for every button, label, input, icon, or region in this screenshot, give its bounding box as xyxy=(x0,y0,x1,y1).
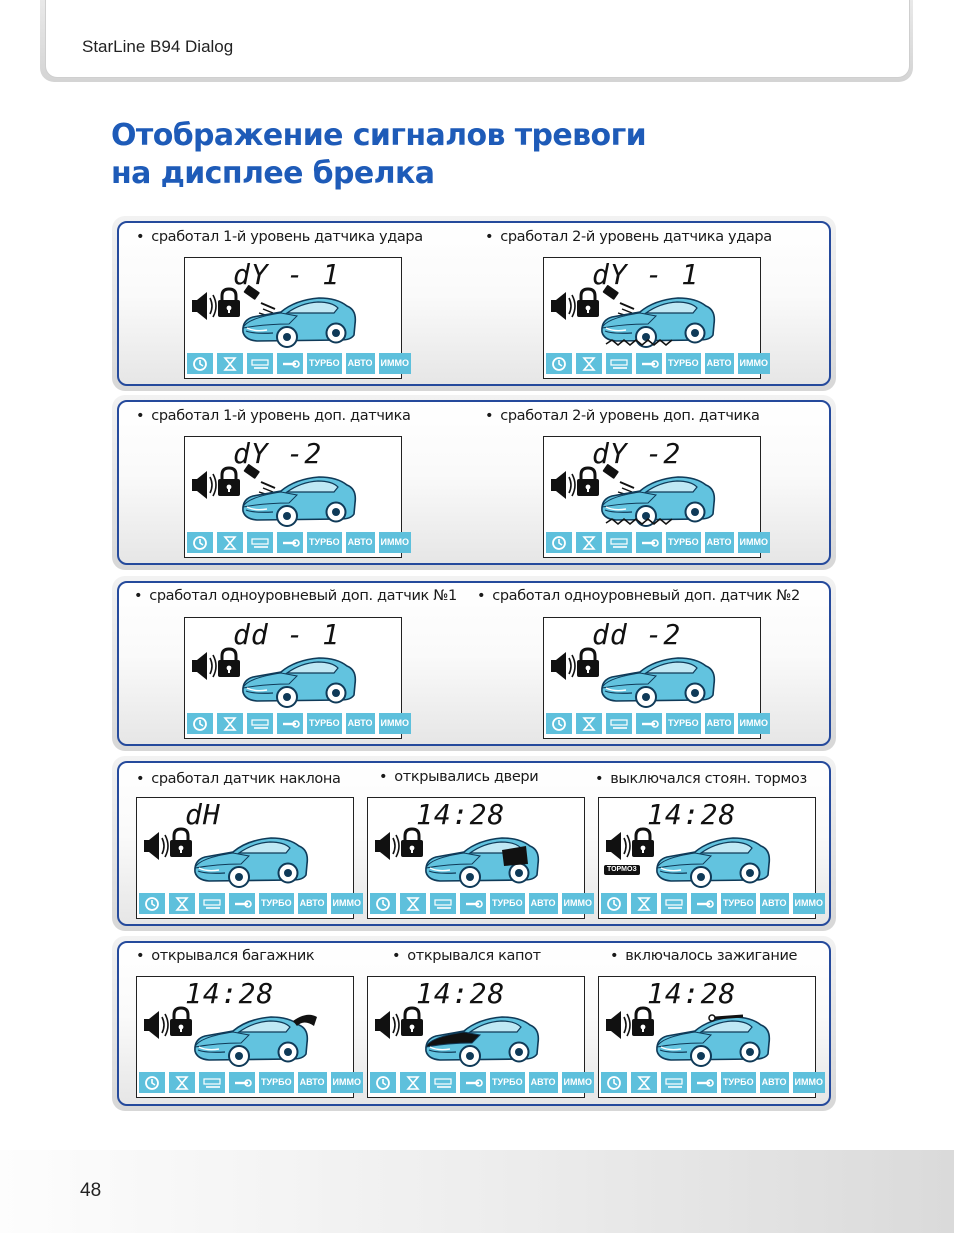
auto-indicator: АВТО xyxy=(529,893,558,914)
parking-brake-indicator: ТОРМОЗ xyxy=(604,865,640,875)
lock-icon xyxy=(577,468,599,496)
page-number: 48 xyxy=(80,1180,102,1201)
panel-inner xyxy=(117,400,831,565)
immo-indicator: ИММО xyxy=(379,353,411,374)
car-icon xyxy=(243,658,355,707)
hourglass-icon xyxy=(576,353,602,374)
panel-extra-sensor xyxy=(112,395,836,570)
wrench-icon xyxy=(691,1072,717,1093)
auto-indicator: АВТО xyxy=(705,713,734,734)
lock-icon xyxy=(401,1008,423,1036)
wrench-icon xyxy=(636,353,662,374)
lcd-display xyxy=(367,797,592,919)
status-icon-bar xyxy=(601,1072,823,1094)
timer-icon xyxy=(601,1072,627,1093)
thermometer-icon xyxy=(199,893,225,914)
turbo-indicator: ТУРБО xyxy=(259,1072,294,1093)
lcd-digits: 14:28 xyxy=(647,977,737,1010)
siren-icon xyxy=(192,471,216,499)
brand-name: StarLine B94 Dialog xyxy=(82,37,234,56)
timer-icon xyxy=(546,353,572,374)
siren-icon xyxy=(606,1011,630,1039)
turbo-indicator: ТУРБО xyxy=(666,532,701,553)
siren-icon xyxy=(192,652,216,680)
turbo-indicator: ТУРБО xyxy=(307,353,342,374)
wrench-icon xyxy=(636,532,662,553)
thermometer-icon xyxy=(247,353,273,374)
hourglass-icon xyxy=(400,893,426,914)
turbo-indicator: ТУРБО xyxy=(721,1072,756,1093)
turbo-indicator: ТУРБО xyxy=(307,532,342,553)
siren-icon xyxy=(144,832,168,860)
lcd-digits: dY -2 xyxy=(233,437,323,470)
lcd-digits: 14:28 xyxy=(416,798,506,831)
hourglass-icon xyxy=(576,713,602,734)
turbo-indicator: ТУРБО xyxy=(490,1072,525,1093)
lcd-display xyxy=(543,436,768,558)
caption: • включалось зажигание xyxy=(610,948,798,964)
immo-indicator: ИММО xyxy=(738,713,770,734)
auto-indicator: АВТО xyxy=(760,893,789,914)
caption: • сработал одноуровневый доп. датчик №2 xyxy=(477,588,800,604)
turbo-indicator: ТУРБО xyxy=(259,893,294,914)
turbo-indicator: ТУРБО xyxy=(666,353,701,374)
auto-indicator: АВТО xyxy=(298,893,327,914)
auto-indicator: АВТО xyxy=(705,353,734,374)
hourglass-icon xyxy=(400,1072,426,1093)
immo-indicator: ИММО xyxy=(379,713,411,734)
car-icon xyxy=(195,838,307,887)
status-icon-bar xyxy=(187,353,409,375)
siren-icon xyxy=(551,471,575,499)
lcd-digits: 14:28 xyxy=(416,977,506,1010)
timer-icon xyxy=(187,713,213,734)
timer-icon xyxy=(370,893,396,914)
lcd-display xyxy=(598,797,823,919)
thermometer-icon xyxy=(247,713,273,734)
car-icon xyxy=(657,1017,769,1066)
caption: • открывались двери xyxy=(379,769,539,785)
caption: • сработал датчик наклона xyxy=(136,771,341,787)
car-icon xyxy=(243,298,355,347)
status-icon-bar xyxy=(370,1072,592,1094)
hourglass-icon xyxy=(169,1072,195,1093)
open-trunk-icon xyxy=(293,1015,317,1026)
lock-icon xyxy=(577,649,599,677)
thermometer-icon xyxy=(606,353,632,374)
caption: • выключался стоян. тормоз xyxy=(595,771,807,787)
immo-indicator: ИММО xyxy=(331,1072,363,1093)
panel-inner xyxy=(117,221,831,386)
footer-band xyxy=(0,1150,954,1233)
status-icon-bar xyxy=(546,353,768,375)
panel-shock-sensor xyxy=(112,216,836,391)
status-icon-bar xyxy=(187,713,409,735)
caption: • сработал 2-й уровень датчика удара xyxy=(485,229,772,245)
wrench-icon xyxy=(229,1072,255,1093)
thermometer-icon xyxy=(661,893,687,914)
hourglass-icon xyxy=(217,353,243,374)
lcd-digits: 14:28 xyxy=(185,977,275,1010)
status-icon-bar xyxy=(139,1072,361,1094)
hourglass-icon xyxy=(169,893,195,914)
caption: • открывался багажник xyxy=(136,948,315,964)
timer-icon xyxy=(601,893,627,914)
caption: • сработал одноуровневый доп. датчик №1 xyxy=(134,588,457,604)
siren-icon xyxy=(551,652,575,680)
lcd-display xyxy=(184,257,409,379)
wrench-icon xyxy=(229,893,255,914)
title-line-2: на дисплее брелка xyxy=(111,156,435,191)
page-title xyxy=(111,117,646,193)
lcd-display xyxy=(184,617,409,739)
auto-indicator: АВТО xyxy=(346,713,375,734)
wrench-icon xyxy=(460,893,486,914)
lcd-digits: dd - 1 xyxy=(233,618,341,651)
lcd-display xyxy=(136,976,361,1098)
caption: • открывался капот xyxy=(392,948,541,964)
panel-inner xyxy=(117,581,831,746)
lcd-digits: dY - 1 xyxy=(233,258,341,291)
auto-indicator: АВТО xyxy=(346,532,375,553)
timer-icon xyxy=(370,1072,396,1093)
lcd-digits: dH xyxy=(185,798,221,831)
car-icon xyxy=(602,658,714,707)
lcd-display xyxy=(543,257,768,379)
immo-indicator: ИММО xyxy=(331,893,363,914)
hourglass-icon xyxy=(631,893,657,914)
lock-icon xyxy=(218,289,240,317)
lock-icon xyxy=(401,829,423,857)
thermometer-icon xyxy=(247,532,273,553)
lock-icon xyxy=(632,1008,654,1036)
car-icon xyxy=(426,1017,538,1066)
lcd-display xyxy=(136,797,361,919)
lcd-digits: dY - 1 xyxy=(592,258,700,291)
turbo-indicator: ТУРБО xyxy=(666,713,701,734)
immo-indicator: ИММО xyxy=(562,1072,594,1093)
immo-indicator: ИММО xyxy=(379,532,411,553)
wrench-icon xyxy=(636,713,662,734)
auto-indicator: АВТО xyxy=(529,1072,558,1093)
lcd-display xyxy=(184,436,409,558)
ignition-key-icon xyxy=(715,1016,743,1018)
hourglass-icon xyxy=(631,1072,657,1093)
car-icon xyxy=(657,838,769,887)
lock-icon xyxy=(170,829,192,857)
caption: • сработал 1-й уровень доп. датчика xyxy=(136,408,411,424)
lcd-display xyxy=(543,617,768,739)
hourglass-icon xyxy=(576,532,602,553)
title-line-1: Отображение сигналов тревоги xyxy=(111,118,647,153)
immo-indicator: ИММО xyxy=(562,893,594,914)
wrench-icon xyxy=(277,713,303,734)
auto-indicator: АВТО xyxy=(346,353,375,374)
auto-indicator: АВТО xyxy=(298,1072,327,1093)
wrench-icon xyxy=(277,353,303,374)
immo-indicator: ИММО xyxy=(793,1072,825,1093)
panel-trunk-hood-ignition xyxy=(112,936,836,1111)
immo-indicator: ИММО xyxy=(738,532,770,553)
immo-indicator: ИММО xyxy=(793,893,825,914)
lock-icon xyxy=(170,1008,192,1036)
wrench-icon xyxy=(460,1072,486,1093)
timer-icon xyxy=(187,353,213,374)
status-icon-bar xyxy=(370,893,592,915)
thermometer-icon xyxy=(430,893,456,914)
panel-inner xyxy=(117,761,831,926)
immo-indicator: ИММО xyxy=(738,353,770,374)
status-icon-bar xyxy=(601,893,823,915)
lock-icon xyxy=(218,468,240,496)
panel-tilt-doors-brake xyxy=(112,756,836,931)
lcd-display xyxy=(367,976,592,1098)
thermometer-icon xyxy=(606,532,632,553)
caption: • сработал 2-й уровень доп. датчика xyxy=(485,408,760,424)
thermometer-icon xyxy=(430,1072,456,1093)
wrench-icon xyxy=(691,893,717,914)
siren-icon xyxy=(375,832,399,860)
turbo-indicator: ТУРБО xyxy=(721,893,756,914)
panel-inner xyxy=(117,941,831,1106)
car-icon xyxy=(243,477,355,526)
auto-indicator: АВТО xyxy=(705,532,734,553)
thermometer-icon xyxy=(606,713,632,734)
hourglass-icon xyxy=(217,532,243,553)
siren-icon xyxy=(375,1011,399,1039)
thermometer-icon xyxy=(661,1072,687,1093)
car-icon xyxy=(602,477,714,526)
wrench-icon xyxy=(277,532,303,553)
timer-icon xyxy=(139,893,165,914)
status-icon-bar xyxy=(139,893,361,915)
status-icon-bar xyxy=(546,532,768,554)
siren-icon xyxy=(606,832,630,860)
turbo-indicator: ТУРБО xyxy=(490,893,525,914)
lcd-digits: 14:28 xyxy=(647,798,737,831)
status-icon-bar xyxy=(546,713,768,735)
timer-icon xyxy=(546,532,572,553)
thermometer-icon xyxy=(199,1072,225,1093)
lock-icon xyxy=(218,649,240,677)
car-icon xyxy=(195,1017,307,1066)
lock-icon xyxy=(632,829,654,857)
auto-indicator: АВТО xyxy=(760,1072,789,1093)
status-icon-bar xyxy=(187,532,409,554)
caption: • сработал 1-й уровень датчика удара xyxy=(136,229,423,245)
siren-icon xyxy=(192,292,216,320)
siren-icon xyxy=(144,1011,168,1039)
turbo-indicator: ТУРБО xyxy=(307,713,342,734)
lock-icon xyxy=(577,289,599,317)
hourglass-icon xyxy=(217,713,243,734)
timer-icon xyxy=(187,532,213,553)
lcd-display xyxy=(598,976,823,1098)
lcd-digits: dd -2 xyxy=(592,618,682,651)
timer-icon xyxy=(546,713,572,734)
panel-single-level-sensor xyxy=(112,576,836,751)
lcd-digits: dY -2 xyxy=(592,437,682,470)
car-icon xyxy=(602,298,714,347)
siren-icon xyxy=(551,292,575,320)
timer-icon xyxy=(139,1072,165,1093)
